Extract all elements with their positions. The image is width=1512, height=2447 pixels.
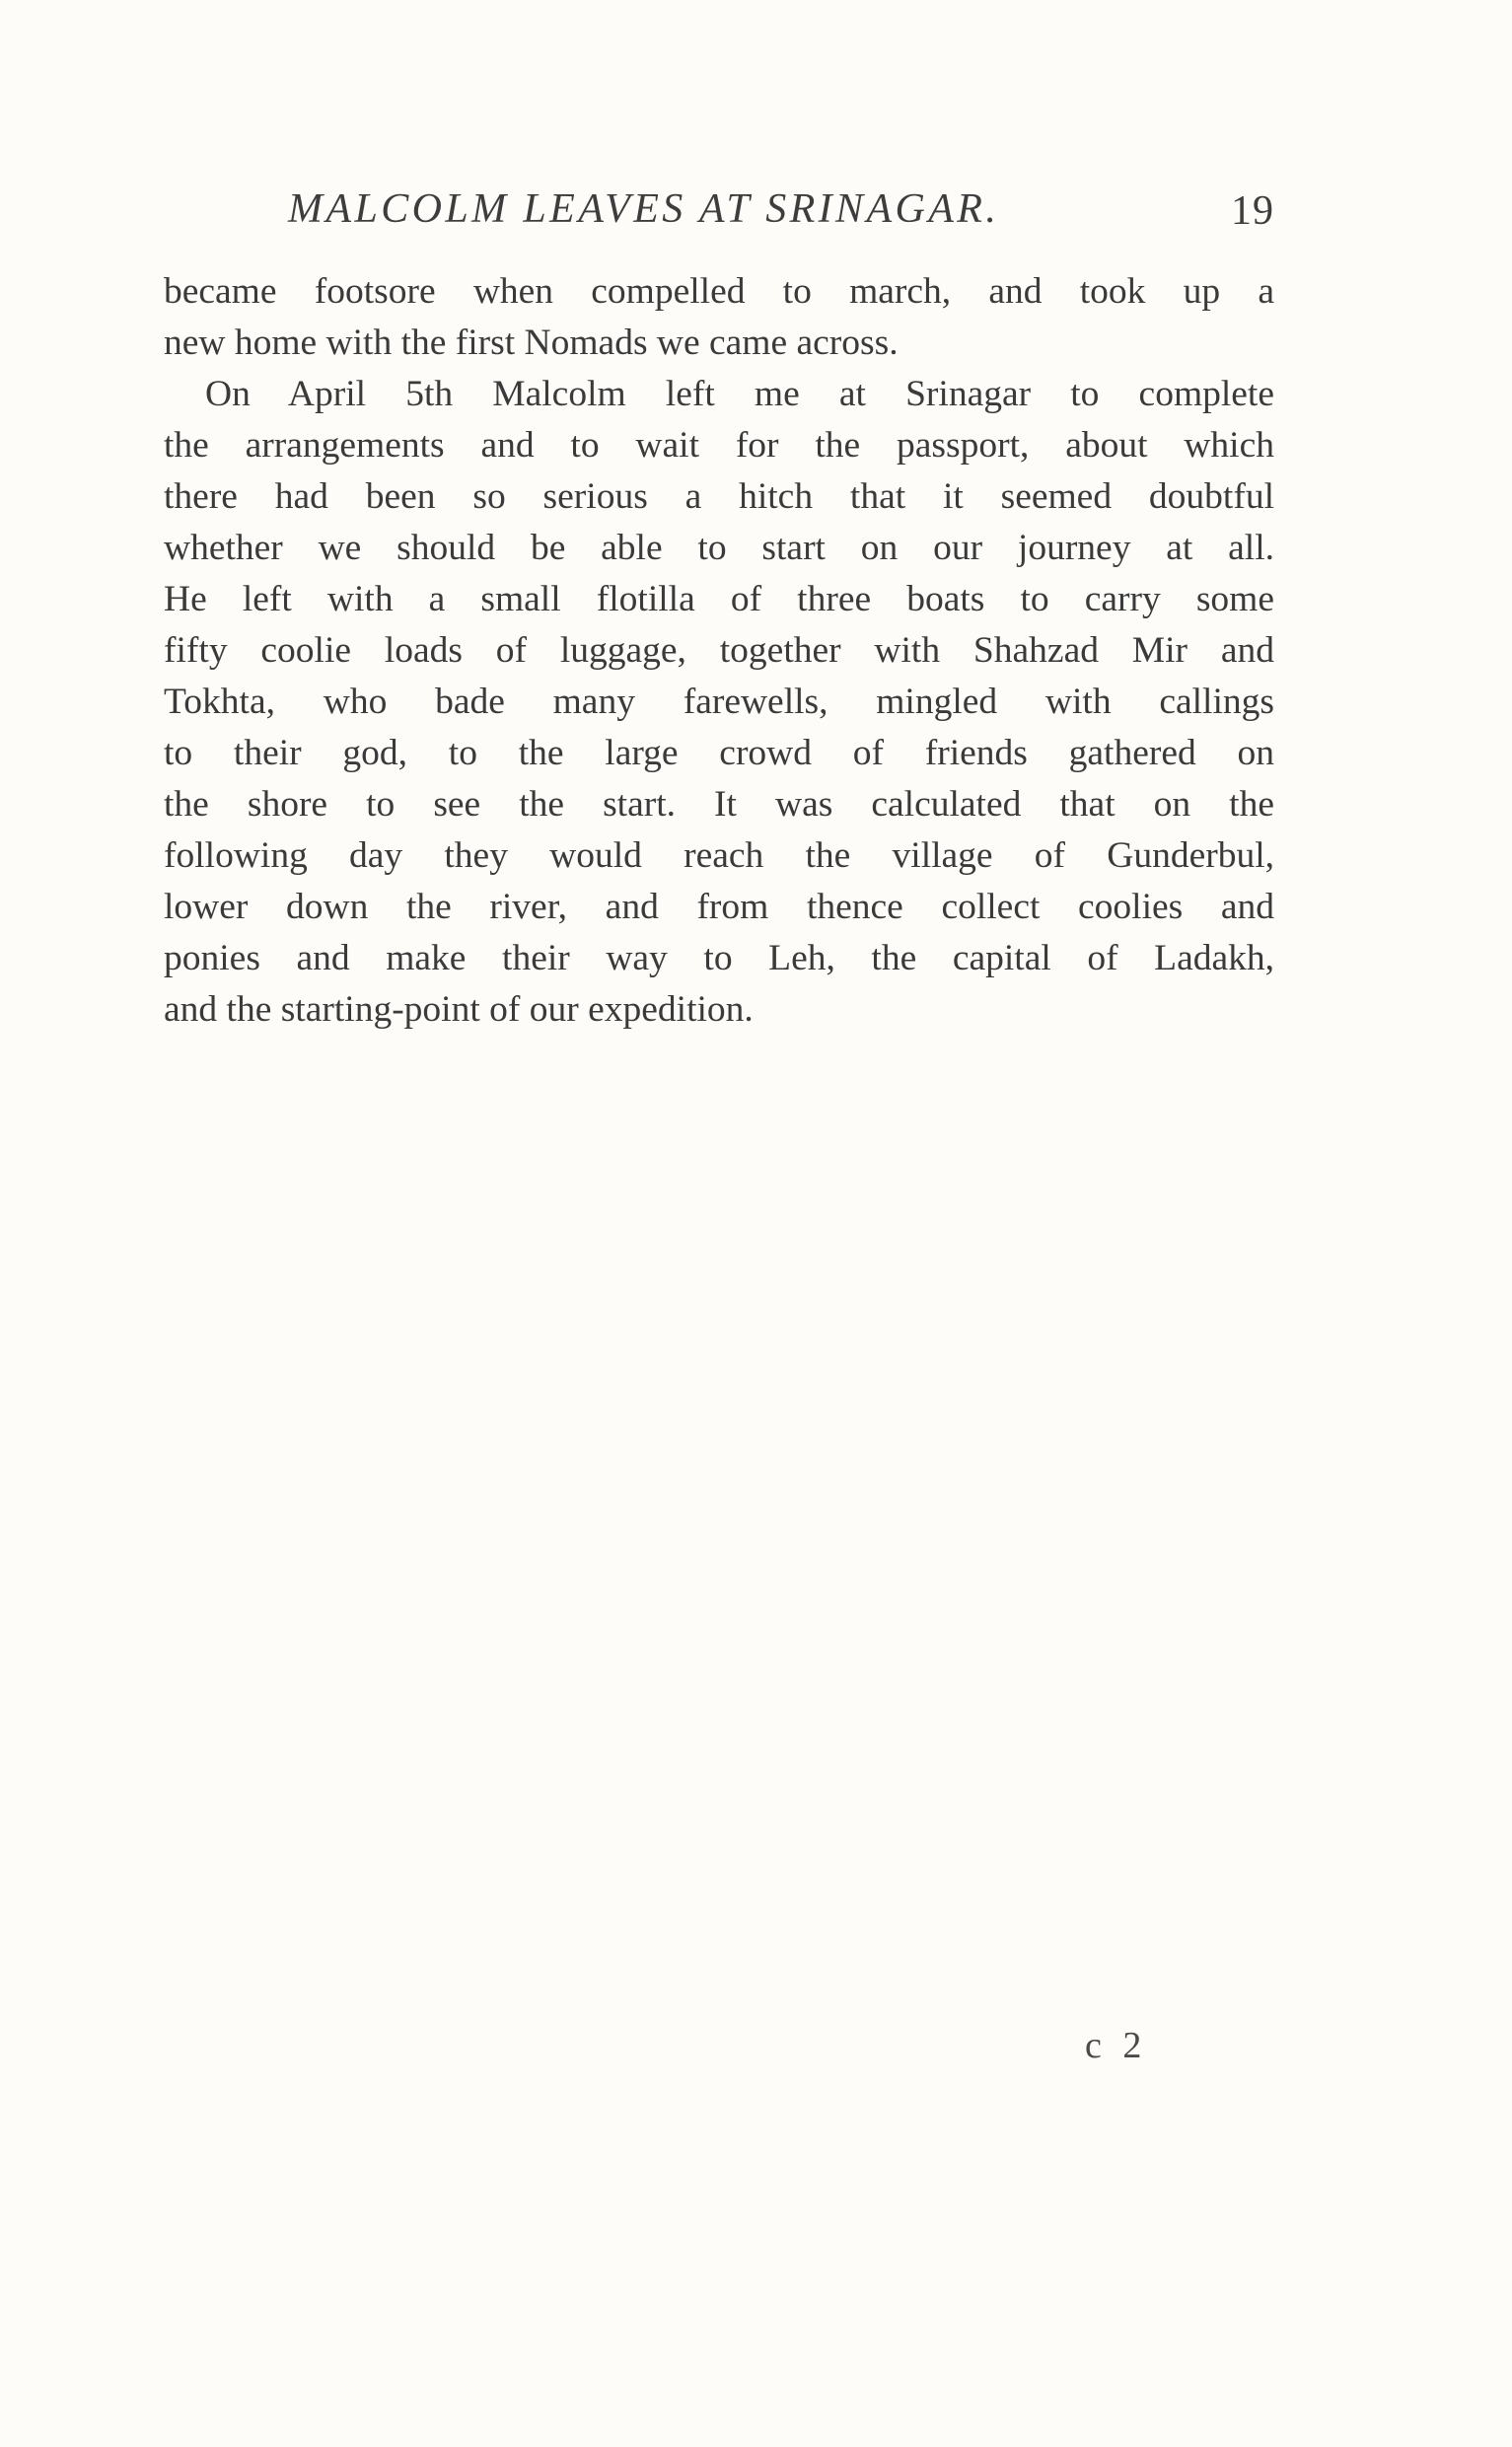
text-line: ponies and make their way to Leh, the capital of Ladakh, xyxy=(164,938,1274,978)
text-line: whether we should be able to start on our journey at all. xyxy=(164,528,1274,568)
running-title: MALCOLM LEAVES AT SRINAGAR. xyxy=(288,186,1000,232)
text-line: following day they would reach the village of Gunderbul, xyxy=(164,835,1274,876)
signature-mark: c 2 xyxy=(1085,2025,1148,2066)
text-line: the shore to see the start. It was calculated that on the xyxy=(164,784,1274,825)
text-line: and the starting-point of our expedition. xyxy=(164,989,754,1030)
paragraph xyxy=(164,266,1274,369)
text-line: to their god, to the large crowd of friends gathered on xyxy=(164,733,1274,773)
paragraph xyxy=(164,369,1274,1036)
text-line: new home with the first Nomads we came across. xyxy=(164,323,899,363)
text-line: the arrangements and to wait for the passport, about which xyxy=(164,425,1274,466)
running-head xyxy=(164,185,1274,245)
text-line: lower down the river, and from thence collect coolies and xyxy=(164,887,1274,927)
page-number: 19 xyxy=(1231,188,1274,234)
body-text xyxy=(164,266,1274,1036)
text-line: Tokhta, who bade many farewells, mingled with callings xyxy=(164,682,1274,722)
text-line: fifty coolie loads of luggage, together with Shahzad Mir and xyxy=(164,630,1274,671)
text-line: became footsore when compelled to march, and took up a xyxy=(164,271,1274,312)
text-line: there had been so serious a hitch that it seemed doubtful xyxy=(164,476,1274,517)
text-line: On April 5th Malcolm left me at Srinagar to complete xyxy=(205,374,1274,414)
text-line: He left with a small flotilla of three boats to carry some xyxy=(164,579,1274,619)
